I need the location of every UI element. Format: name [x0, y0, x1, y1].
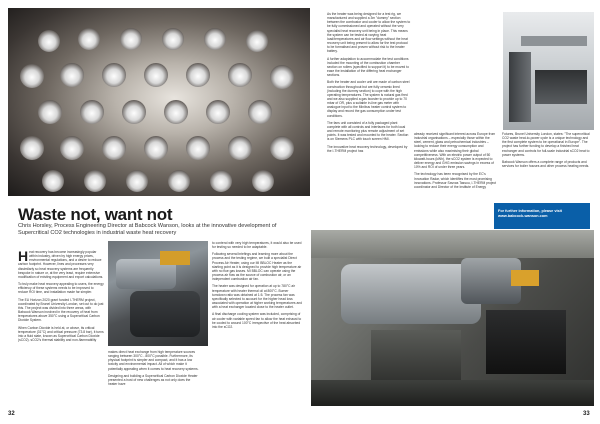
paragraph: When Carbon Dioxide is held at, or above, its critical temperature (31°C) and critical pressure (73.8 bar), it turns into a fluid state, known as Supercritical Carbon Dioxide (sCO2). sCO2's thermal stability and non-flammability — [18, 325, 104, 342]
plant-equipment-photo — [503, 12, 594, 130]
paragraph: The innovative heat recovery technology, developed by the I-THERM project has — [327, 144, 408, 153]
drop-cap: H — [18, 250, 29, 264]
boiler-room-photo — [311, 230, 594, 406]
paragraph: The fans unit consisted of a fully packaged plant complete with all controls and interfaces for both local and remote monitoring plus remote adjustment of set points. It was tested and mounted to the heater. Section is on Siemens PLC with touch screen HMI. — [327, 120, 409, 142]
paragraph: to contend with very high temperatures, it would also be used for testing so needed to be adaptable. — [212, 241, 302, 250]
paragraph-text: eat recovery has become increasingly popular within industry, driven by high energy prices, environmental regulations, and a desire to reduce carbon footprint. However, lines and processes very dissimilarly so heat recovery systems are frequently bespoke in nature or, at the very least, require extensive modification of existing equipment and export calculations. — [18, 250, 104, 279]
paragraph: Both the heater and cooler unit are made of carbon steel construction throughout but are fully ceramic lined (including the dummy section) to cope with the high operating temperatures. The system is natural gas fired and we also supplied a gas booster to provide up to 70 mbar of OR, plus a suitable in-line gas meter with analogue input to the Minibus heater control system to display and record the gas consumption under test conditions. — [327, 80, 410, 118]
page-number-right: 33 — [583, 411, 590, 417]
paragraph: As the heater was being designed for a test rig, we manufactured and supplied a 3m "dummy" section between the combustor and cooler to allow the system to be fully commissioned and operated without the very specialist heat recovery unit being in place. This means the system can be tested at varying heat load/temperatures and air flow settings without the heat recovery unit being present to allow for the test protocol to be formalised and proven without risk to the heater battery. — [327, 12, 411, 54]
further-info-box — [494, 203, 590, 229]
column-4 — [327, 12, 411, 153]
paragraph: Babcock Wanson offers a complete range of products and services for boiler houses and other process heating needs. — [502, 159, 590, 169]
website-link[interactable]: www.babcock-wanson.com — [498, 214, 548, 218]
further-info-text: For further information, please visit — [498, 209, 562, 213]
paragraph: To truly make heat recovery appealing to users, the energy efficiency of these systems needs to be improved to reduce ROI time, and installation made far simpler. — [18, 282, 104, 295]
column-3 — [212, 241, 302, 329]
paragraph: A final discharge cooling system was included, comprising of air cooler with variable speed fan to allow the heat exhaust to be cooled to around 100°C irrespective of the heat absorbed into the sCO2. — [212, 312, 302, 329]
paragraph: The EU Horizon 2020 grant funded I-THERM project, coordinated by Brunel University London, set out to do just this. The project was divided into three areas, with Babcock Wanson involved in the recovery of heat from temperatures above 350°C using a Supercritical Carbon Dioxide System. — [18, 297, 104, 323]
paragraph: The heater was designed for operation at up to 780°C air temperature with heater thermal oil at 800°C. Burner turndown ratio was obtained at 1:5. The process fan was specifically selected to account for the higher head loss associated with operation at higher working temperatures and with a heat exchanger located close to the heater outlet. — [212, 284, 302, 310]
column-6 — [502, 132, 592, 168]
paragraph: The technology has been recognised by the EC's Innovation Radar, which identifies the most promising innovations. Professor Savvas Tassou, I-THERM project coordinator and Director of the Institute of Energy — [414, 172, 497, 189]
paragraph: Designing and building a Supercritical Carbon Dioxide Heater presented a host of new challenges as not only does the heater have — [108, 373, 198, 387]
paragraph — [18, 250, 104, 279]
paragraph: Following several briefings and learning more about the process and the testing regime, we built a specialist Direct Process Air Heater, using our MI BBLOC Heater as the starting point as it is designed to provide high temperature air with no flue gas losses. MI BBLOC can operate using the process air flow as the source of combustion air, or an independent combustion air fan. — [212, 252, 302, 282]
page-number-left: 32 — [8, 411, 15, 417]
article-title: Waste not, want not — [18, 205, 173, 224]
column-2 — [108, 350, 200, 386]
heat-exchanger-tube-photo — [8, 8, 310, 196]
column-5 — [414, 132, 498, 189]
paragraph: A further adaptation to accommodate the test conditions included the mounting of the combustion chamber section on rollers (specified to support it) to be moved to ease the installation of the differing heat exchanger sections. — [327, 56, 409, 78]
article-byline: Chris Horsley, Process Engineering Director at Babcock Wanson, looks at the innovative development of Supercritical CO2 technologies in industrial waste heat recovery — [18, 223, 277, 236]
paragraph: already received significant interest across Europe from industrial organisations – especially those within the steel, cement, glass and petrochemical industries – looking to reduce their energy consumption and emissions while also maximising their global competitiveness. With an electric power output of 50 kilowatt-hours (kWh), the sCO2 system is expected to deliver energy and GHG emission savings in excess of 10% and ROI of under three years. — [414, 132, 496, 170]
boiler-photo — [108, 241, 208, 346]
paragraph: makes direct heat exchange from high temperature sources ranging between 300°C - 800°C possible. Furthermore, its physical footprint is simpler and compact, and it has a low toxicity and environmental impact. All of which make it potentially appealing when it comes to heat recovery systems. — [108, 350, 199, 371]
column-1 — [18, 250, 104, 342]
paragraph: Futures, Brunel University London, states: "The supercritical CO2 waste heat-to-power cycle is a unique technology and the first complete system to be operational in Europe". The project has further funding to develop a finished heat exchanger and controls for full-scale industrial sCO2 heat to power systems. — [502, 132, 590, 157]
